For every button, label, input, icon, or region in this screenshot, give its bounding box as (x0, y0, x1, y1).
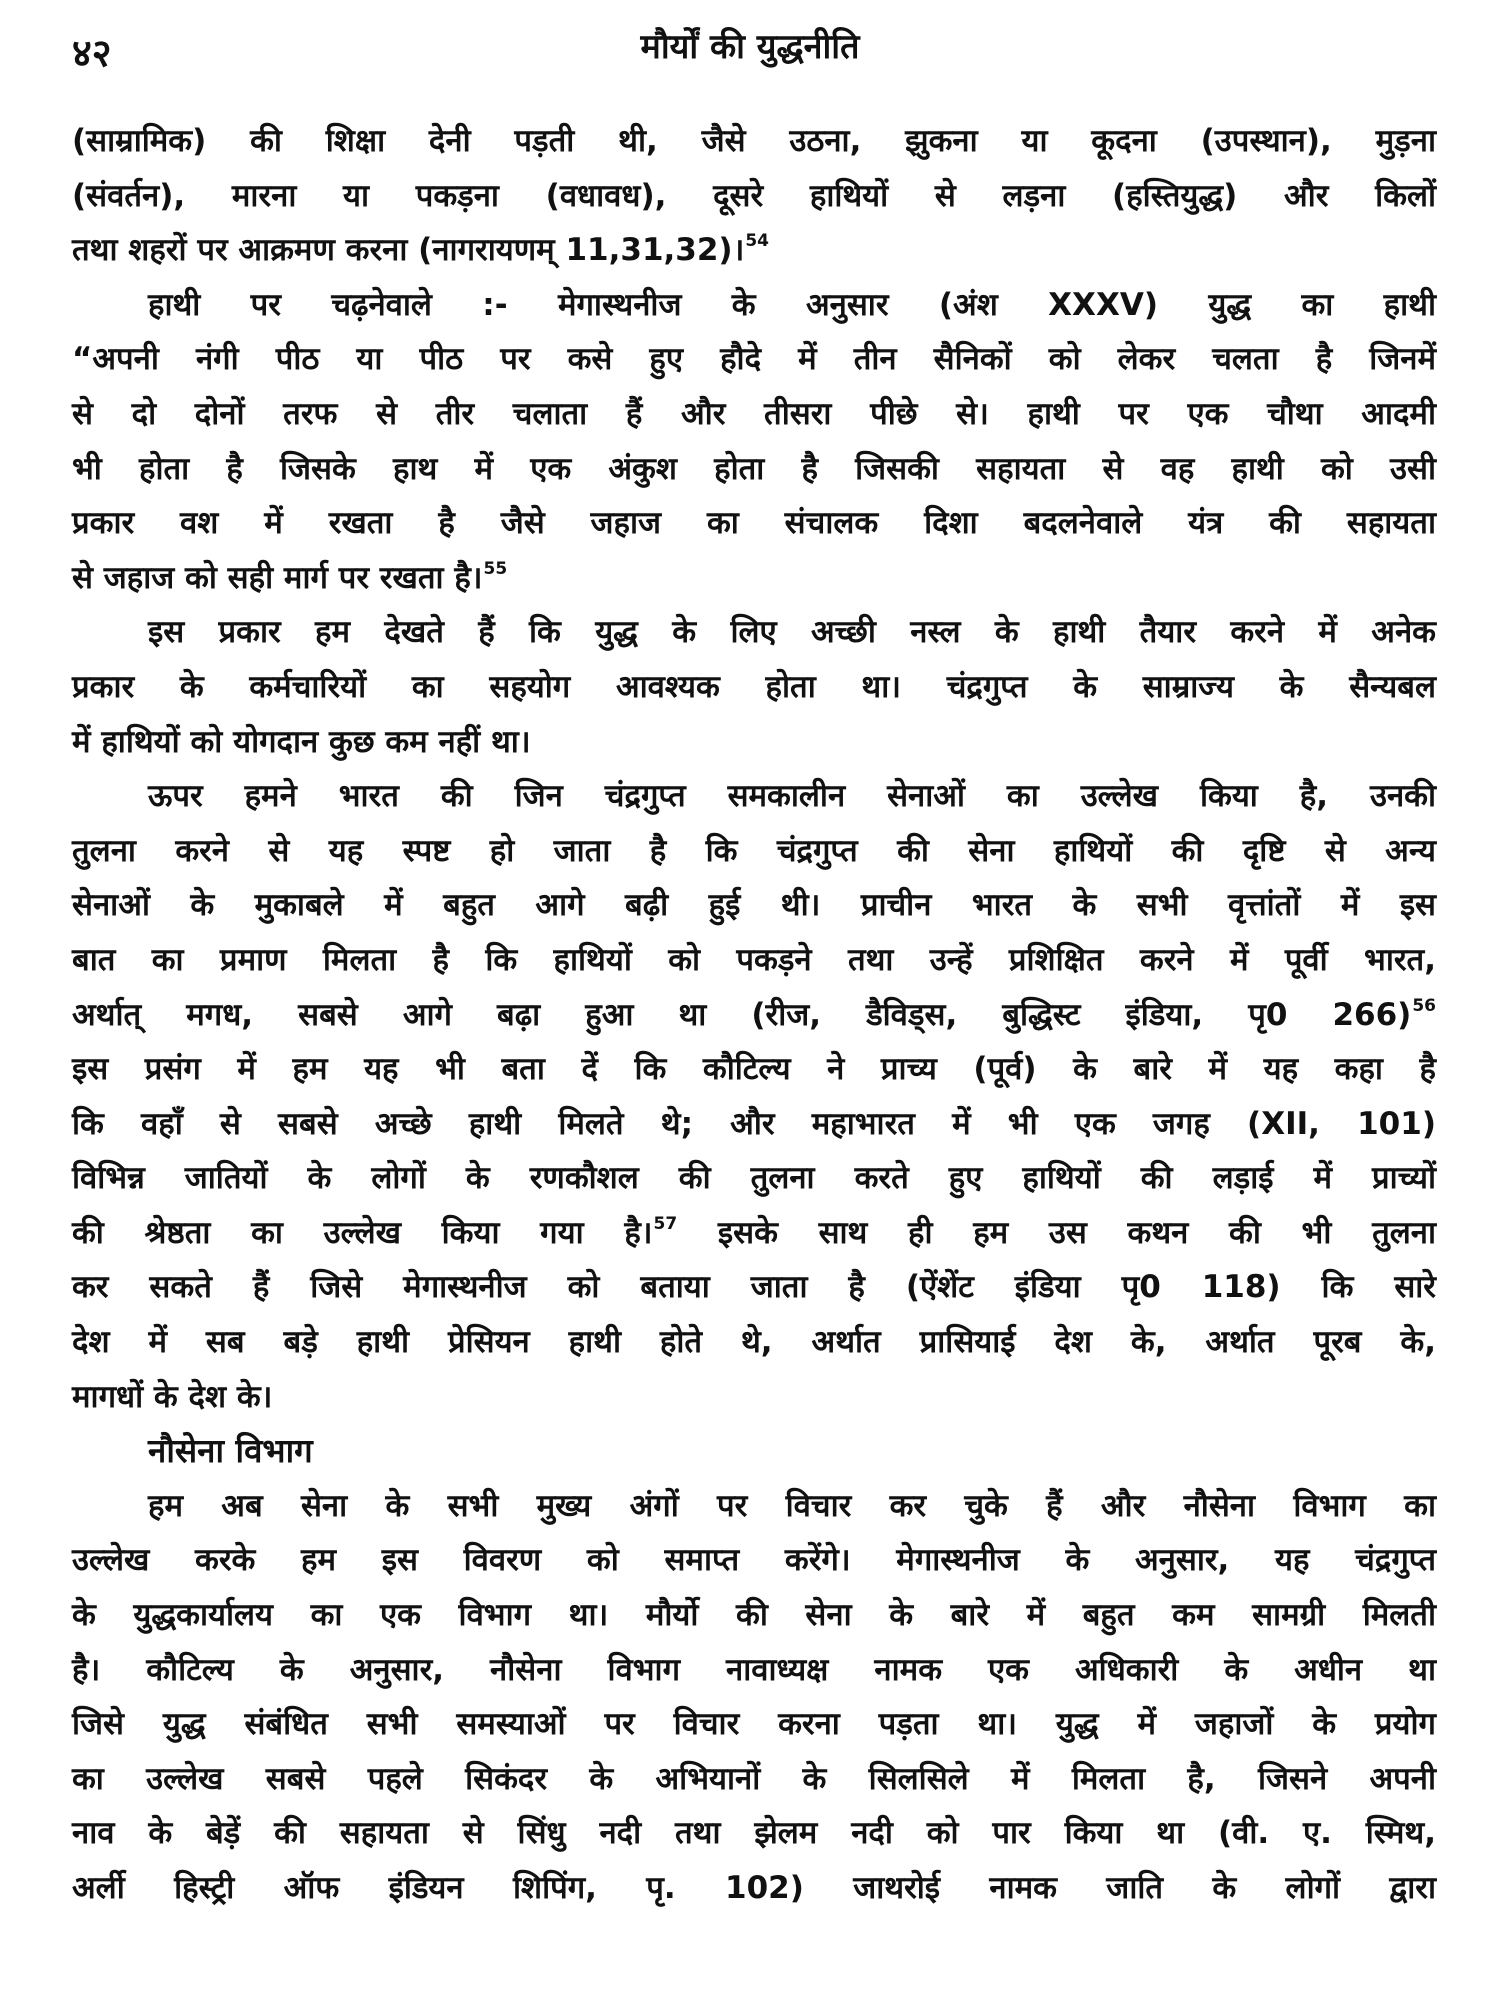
subheading-elephant-riders: हाथी पर चढ़नेवाले :- (148, 286, 508, 323)
text-line: सेनाओं के मुकाबले में बहुत आगे बढ़ी हुई थी। प्राचीन भारत के सभी वृत्तांतों में इस (72, 887, 1436, 924)
footnote-ref: 57 (653, 1213, 678, 1234)
text-line: तथा शहरों पर आक्रमण करना (नागरायणम् 11,31,32)।$^{54}$ (72, 231, 770, 269)
text-line: का उल्लेख सबसे पहले सिकंदर के अभियानों के सिलसिले में मिलता है, जिसने अपनी (72, 1760, 1436, 1797)
text-line: की श्रेष्ठता का उल्लेख किया गया है।$^{57}$ इसके साथ ही हम उस कथन की भी तुलना (72, 1213, 1436, 1251)
text-line: प्रकार के कर्मचारियों का सहयोग आवश्यक होता था। चंद्रगुप्त के साम्राज्य के सैन्यबल (72, 668, 1436, 705)
text-line: मागधों के देश के। (72, 1378, 273, 1415)
text-line: ऊपर हमने भारत की जिन चंद्रगुप्त समकालीन सेनाओं का उल्लेख किया है, उनकी (148, 778, 1436, 815)
text-line: के युद्धकार्यालय का एक विभाग था। मौर्यो की सेना के बारे में बहुत कम सामग्री मिलती (72, 1597, 1436, 1634)
text-line: कि वहाँ से सबसे अच्छे हाथी मिलते थे; और महाभारत में भी एक जगह (XII, 101) (72, 1105, 1436, 1142)
page-number: ४२ (72, 31, 112, 75)
text-line: अर्ली हिस्ट्री ऑफ इंडियन शिपिंग, पृ. 102) जाथरोई नामक जाति के लोगों द्वारा (72, 1870, 1436, 1906)
page-body (72, 114, 1436, 1916)
text-line: में हाथियों को योगदान कुछ कम नहीं था। (72, 723, 531, 760)
text-line: हम अब सेना के सभी मुख्य अंगों पर विचार कर चुके हैं और नौसेना विभाग का (148, 1487, 1436, 1524)
text-line: विभिन्न जातियों के लोगों के रणकौशल की तुलना करते हुए हाथियों की लड़ाई में प्राच्यों (72, 1160, 1436, 1197)
text-line: अर्थात् मगध, सबसे आगे बढ़ा हुआ था (रीज, डैविड्स, बुद्धिस्ट इंडिया, पृ0 266)$^{56}$ (72, 995, 1436, 1033)
running-title: मौर्यों की युद्धनीति (640, 27, 860, 67)
text-line: बात का प्रमाण मिलता है कि हाथियों को पकड़ने तथा उन्हें प्रशिक्षित करने में पूर्वी भारत, (72, 941, 1436, 978)
footnote-ref: 54 (745, 231, 770, 252)
text-line: से जहाज को सही मार्ग पर रखता है।$^{55}$ (72, 558, 508, 596)
text-line: भी होता है जिसके हाथ में एक अंकुश होता है जिसकी सहायता से वह हाथी को उसी (72, 450, 1436, 487)
text-line: देश में सब बड़े हाथी प्रेसियन हाथी होते थे, अर्थात प्रासियाई देश के, अर्थात पूरब के, (72, 1324, 1436, 1361)
text-line: इस प्रकार हम देखते हैं कि युद्ध के लिए अच्छी नस्ल के हाथी तैयार करने में अनेक (148, 614, 1436, 651)
text-line: इस प्रसंग में हम यह भी बता दें कि कौटिल्य ने प्राच्य (पूर्व) के बारे में यह कहा है (72, 1051, 1436, 1088)
text-line: “अपनी नंगी पीठ या पीठ पर कसे हुए हौदे में तीन सैनिकों को लेकर चलता है जिनमें (72, 341, 1436, 378)
text-line: प्रकार वश में रखता है जैसे जहाज का संचालक दिशा बदलनेवाले यंत्र की सहायता (72, 505, 1436, 542)
footnote-ref: 56 (1412, 995, 1436, 1016)
text-line: (साम्रामिक) की शिक्षा देनी पड़ती थी, जैसे उठना, झुकना या कूदना (उपस्थान), मुड़ना (72, 123, 1436, 159)
section-heading-navy: नौसेना विभाग (148, 1431, 313, 1471)
page-header (0, 22, 1500, 86)
text-line: है। कौटिल्य के अनुसार, नौसेना विभाग नावाध्यक्ष नामक एक अधिकारी के अधीन था (72, 1651, 1436, 1688)
text-line: नाव के बेड़ें की सहायता से सिंधु नदी तथा झेलम नदी को पार किया था (वी. ए. स्मिथ, (72, 1815, 1436, 1852)
text-line: जिसे युद्ध संबंधित सभी समस्याओं पर विचार करना पड़ता था। युद्ध में जहाजों के प्रयोग (72, 1706, 1436, 1743)
text-line: कर सकते हैं जिसे मेगास्थनीज को बताया जाता है (ऐंशेंट इंडिया पृ0 118) कि सारे (72, 1269, 1436, 1306)
text-line: (संवर्तन), मारना या पकड़ना (वधावध), दूसरे हाथियों से लड़ना (हस्तियुद्ध) और किलों (72, 177, 1436, 214)
text-line: से दो दोनों तरफ से तीर चलाता हैं और तीसरा पीछे से। हाथी पर एक चौथा आदमी (72, 395, 1436, 432)
text-line: तुलना करने से यह स्पष्ट हो जाता है कि चंद्रगुप्त की सेना हाथियों की दृष्टि से अन्य (72, 832, 1436, 869)
footnote-ref: 55 (483, 558, 508, 579)
text-line: हाथी पर चढ़नेवाले :- मेगास्थनीज के अनुसार (अंश XXXV) युद्ध का हाथी (148, 286, 1436, 323)
text-line: उल्लेख करके हम इस विवरण को समाप्त करेंगे। मेगास्थनीज के अनुसार, यह चंद्रगुप्त (72, 1542, 1436, 1579)
